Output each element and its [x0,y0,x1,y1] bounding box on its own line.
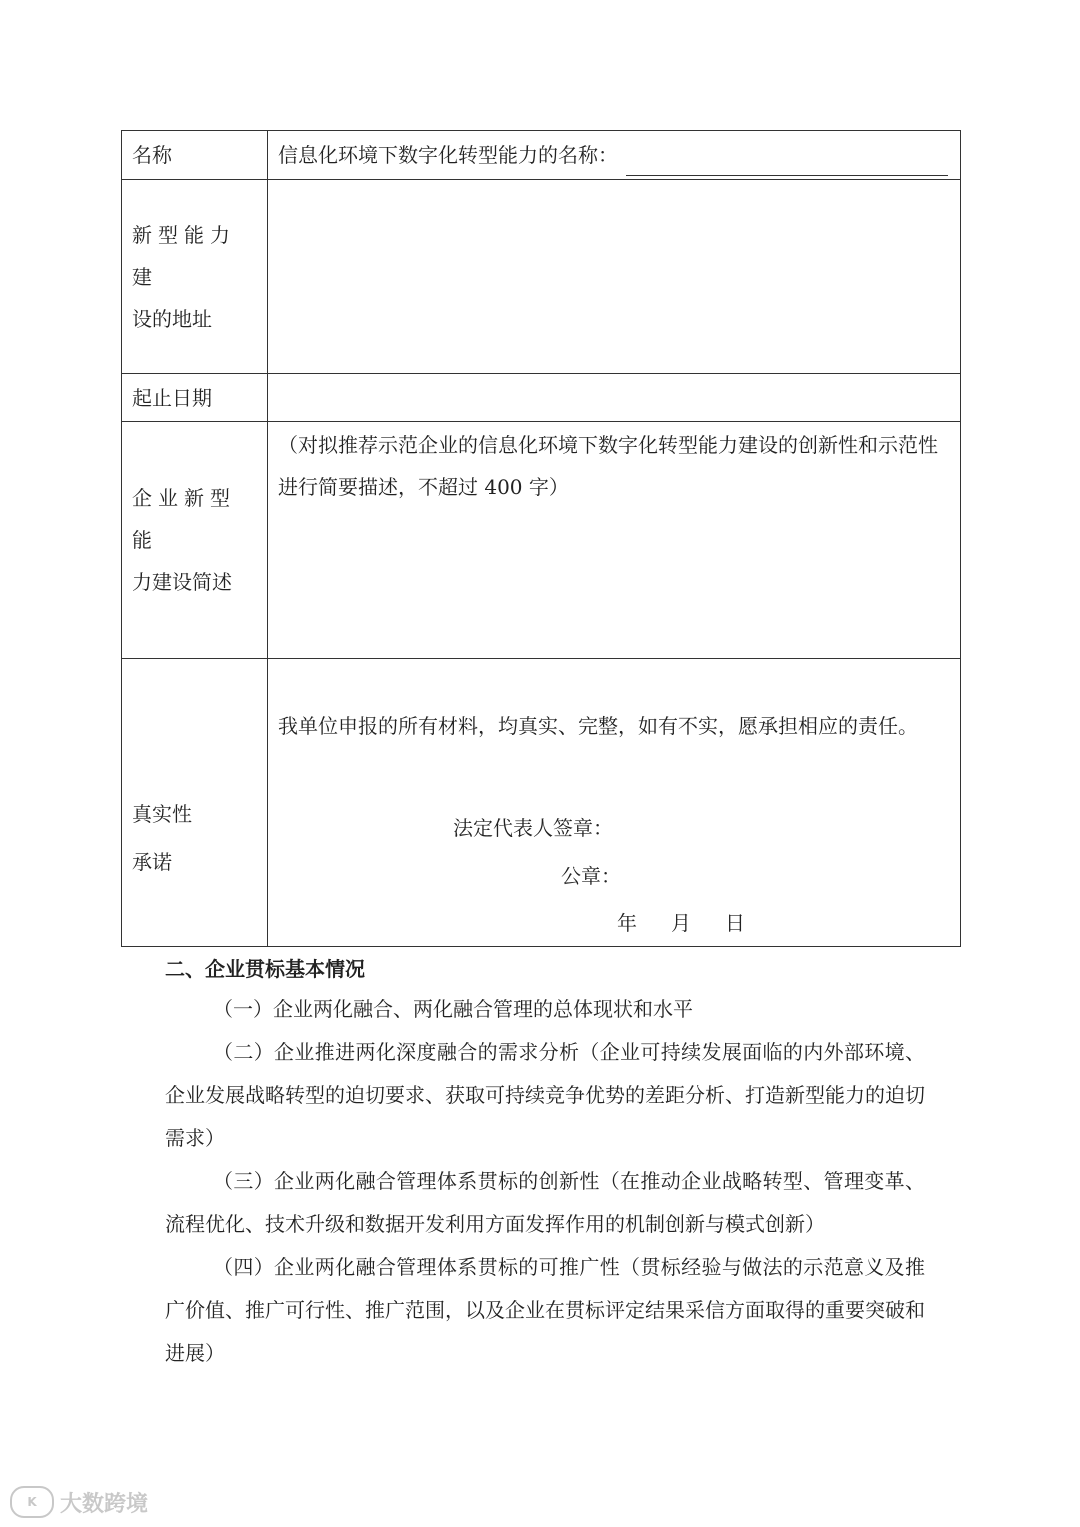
cell-capability-name [268,131,961,180]
date-year: 年 [617,911,637,935]
legal-rep-signature: 法定代表人签章： [453,816,613,840]
row-description [122,422,961,659]
watermark-text: 大数跨境 [60,1491,149,1517]
watermark [10,1486,148,1518]
section-item-1: （一）企业两化融合、两化融合管理的总体现状和水平 [213,997,693,1021]
section-item-3: （三）企业两化融合管理体系贯标的创新性（在推动企业战略转型、管理变革、流程优化、技术升级和数据开发利用方面发挥作用的机制创新与模式创新） [165,1169,925,1236]
label-description: 企业新型能 力建设简述 [122,422,268,659]
cell-promise [268,659,961,947]
capability-name-blank[interactable] [626,151,948,176]
label-dates: 起止日期 [122,374,268,422]
section-standard-implementation [165,950,925,1375]
application-form-table [121,130,961,947]
description-instruction: （对拟推荐示范企业的信息化环境下数字化转型能力建设的创新性和示范性进行简要描述，不超过 400 字） [278,433,938,499]
label-address: 新型能力建 设的地址 [122,180,268,374]
section-heading: 二、企业贯标基本情况 [165,957,365,981]
date-month: 月 [671,911,691,935]
cell-description[interactable] [268,422,961,659]
row-name [122,131,961,180]
date-day: 日 [725,911,745,935]
watermark-logo-icon: K [10,1486,54,1518]
row-promise [122,659,961,947]
label-promise: 真实性 承诺 [122,659,268,947]
label-name: 名称 [122,131,268,180]
capability-name-prompt: 信息化环境下数字化转型能力的名称： [278,143,618,167]
cell-dates[interactable] [268,374,961,422]
section-item-4: （四）企业两化融合管理体系贯标的可推广性（贯标经验与做法的示范意义及推广价值、推广可行性、推广范围，以及企业在贯标评定结果采信方面取得的重要突破和进展） [165,1255,925,1365]
promise-statement: 我单位申报的所有材料，均真实、完整，如有不实，愿承担相应的责任。 [278,714,918,738]
row-dates [122,374,961,422]
section-item-2: （二）企业推进两化深度融合的需求分析（企业可持续发展面临的内外部环境、企业发展战略转型的迫切要求、获取可持续竞争优势的差距分析、打造新型能力的迫切需求） [165,1040,925,1150]
row-address [122,180,961,374]
sign-date [617,902,779,944]
official-seal: 公章： [561,864,621,888]
cell-address[interactable] [268,180,961,374]
